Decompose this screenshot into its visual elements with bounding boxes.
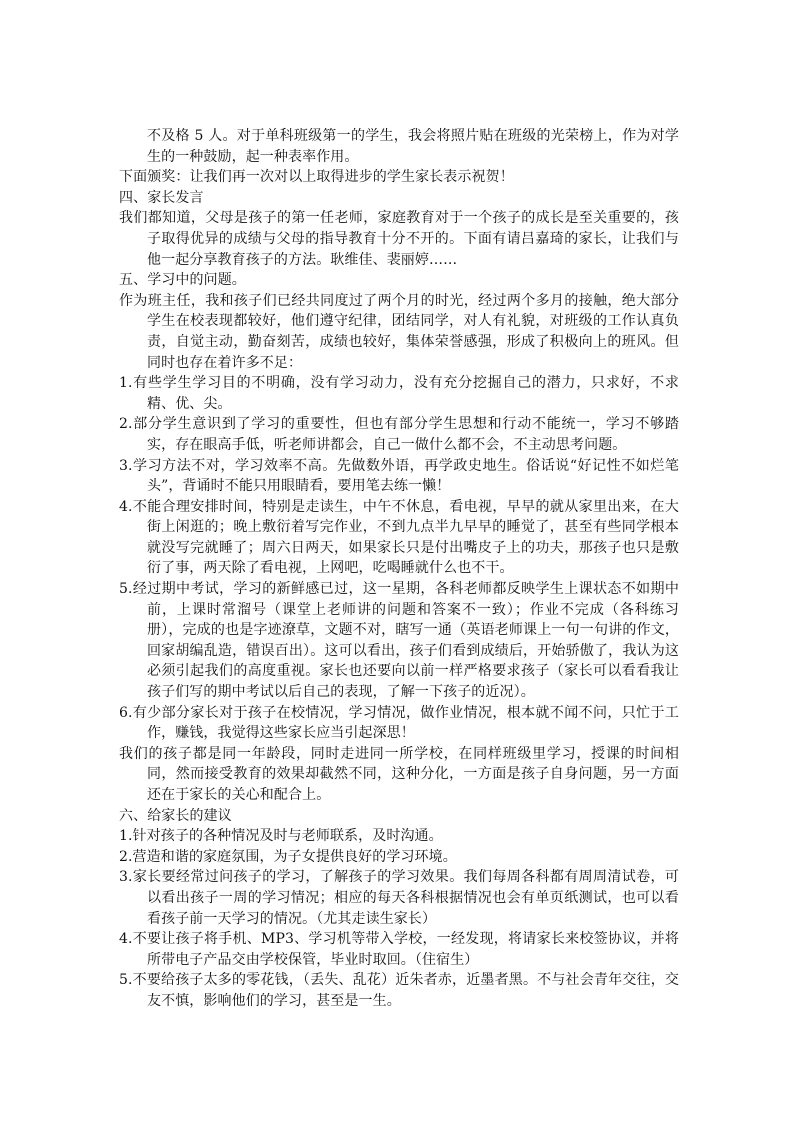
paragraph-award: 下面颁奖：让我们再一次对以上取得进步的学生家长表示祝贺！ (119, 169, 514, 186)
problem-item-3: 3.学习方法不对，学习效率不高。先做数外语，再学政史地生。俗话说“好记性不如烂笔头”，背诵时不能只用眼睛看，要用笔去练一懒！ (119, 457, 679, 495)
paragraph-summary: 我们的孩子都是同一年龄段，同时走进同一所学校，在同样班级里学习，授课的时间相同，然而接受教育的效果却截然不同，这种分化，一方面是孩子自身问题，另一方面还在于家长的关心和配合上。 (119, 745, 679, 803)
document-body (119, 126, 679, 1012)
suggestion-item-5: 5.不要给孩子太多的零花钱，（丢失、乱花）近朱者赤，近墨者黑。不与社会青年交往，交友不慎，影响他们的学习，甚至是一生。 (119, 972, 679, 1009)
suggestion-item-4: 4.不要让孩子将手机、MP3、学习机等带入学校，一经发现，将请家长来校签协议，并将所带电子产品交由学校保管，毕业时取回。（住宿生） (119, 931, 679, 968)
section-heading-suggestions: 六、给家长的建议 (119, 807, 232, 824)
suggestion-item-2: 2.营造和谐的家庭氛围，为子女提供良好的学习环境。 (119, 848, 457, 865)
problem-item-2: 2.部分学生意识到了学习的重要性，但也有部分学生思想和行动不能统一，学习不够踏实，存在眼高手低，听老师讲都会，自己一做什么都不会，不主动思考问题。 (119, 416, 679, 453)
section-heading-learning-problems: 五、学习中的问题。 (119, 272, 246, 289)
paragraph-class-overview: 作为班主任，我和孩子们已经共同度过了两个月的时光，经过两个多月的接触，绝大部分学生在校表现都较好，他们遵守纪律，团结同学，对人有礼貌，对班级的工作认真负责，自觉主动，勤奋刻苦，成绩也较好，集体荣誉感强，形成了积极向上的班风。但同时也存在着许多不足： (119, 292, 679, 371)
paragraph-parent-speech: 我们都知道，父母是孩子的第一任老师，家庭教育对于一个孩子的成长是至关重要的，孩子取得优异的成绩与父母的指导教育十分不开的。下面有请吕嘉琦的家长，让我们与他一起分享教育孩子的方法。耿维佳、裴丽婷…… (119, 210, 679, 268)
problem-item-5: 5.经过期中考试，学习的新鲜感已过，这一星期，各科老师都反映学生上课状态不如期中前，上课时常溜号（课堂上老师讲的问题和答案不一致）；作业不完成（各科练习册），完成的也是字迹潦草，文题不对，瞎写一通（英语老师课上一句一句讲的作文，回家胡编乱造，错误百出）。这可以看出，孩子们看到成绩后，开始骄傲了，我认为这必须引起我们的高度重视。家长也还要向以前一样严格要求孩子（家长可以看看我让孩子们写的期中考试以后自己的表现，了解一下孩子的近况）。 (119, 581, 679, 701)
paragraph-continuation: 不及格 5 人。对于单科班级第一的学生，我会将照片贴在班级的光荣榜上，作为对学生的一种鼓励，起一种表率作用。 (147, 128, 679, 165)
section-heading-parent-speech: 四、家长发言 (119, 189, 204, 206)
problem-item-4: 4.不能合理安排时间，特别是走读生，中午不休息，看电视，早早的就从家里出来，在大街上闲逛的；晚上敷衍着写完作业，不到九点半九早早的睡觉了，甚至有些同学根本就没写完就睡了；周六日两天，如果家长只是付出嘴皮子上的功夫，那孩子也只是敷衍了事，两天除了看电视，上网吧，吃喝睡就什么也不干。 (119, 498, 679, 577)
problem-item-1: 1.有些学生学习目的不明确，没有学习动力，没有充分挖掘自己的潜力，只求好，不求精、优、尖。 (119, 375, 679, 412)
suggestion-item-1: 1.针对孩子的各种情况及时与老师联系，及时沟通。 (119, 828, 443, 845)
suggestion-item-3: 3.家长要经常过问孩子的学习，了解孩子的学习效果。我们每周各科都有周周清试卷，可以看出孩子一周的学习情况；相应的每天各科根据情况也会有单页纸测试，也可以看看孩子前一天学习的情况。（尤其走读生家长） (119, 869, 679, 927)
problem-item-6: 6.有少部分家长对于孩子在校情况，学习情况，做作业情况，根本就不闻不问，只忙于工作，赚钱，我觉得这些家长应当引起深思！ (119, 704, 679, 742)
